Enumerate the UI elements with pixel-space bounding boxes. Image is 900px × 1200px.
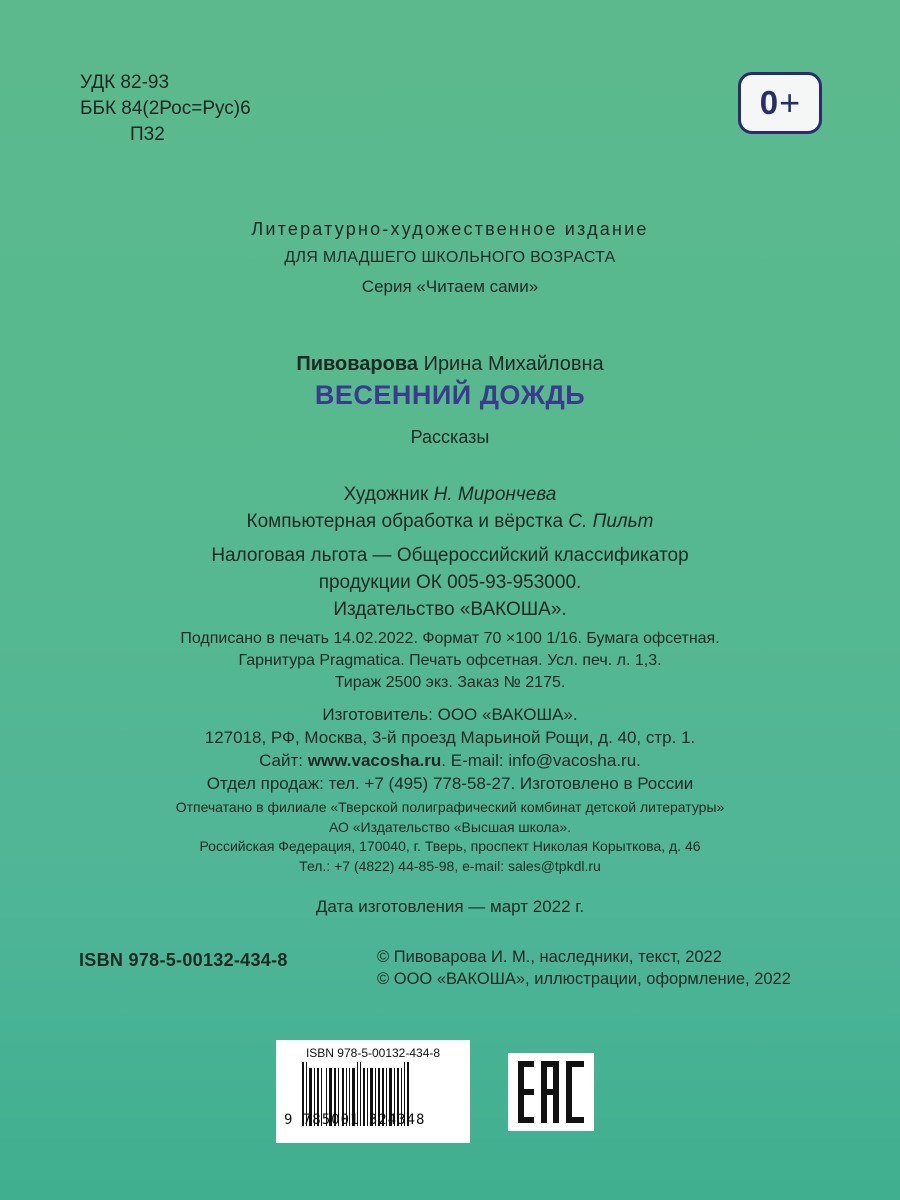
tax-line: продукции ОК 005-93-953000. xyxy=(318,572,582,593)
print-info-line: Тираж 2500 экз. Заказ № 2175. xyxy=(334,674,566,691)
barcode-digits: 9 785001 324348 xyxy=(284,1112,426,1128)
printer-info xyxy=(0,798,900,876)
copyright-line: © ООО «ВАКОША», иллюстрации, оформление, 2022 xyxy=(377,970,791,988)
book-genre: Рассказы xyxy=(410,427,490,447)
manufacture-date: Дата изготовления — март 2022 г. xyxy=(315,897,585,916)
bbk-code: ББК 84(2Рос=Рус)6 xyxy=(80,98,251,119)
udk-code: УДК 82-93 xyxy=(80,72,170,93)
isbn-number: ISBN 978-5-00132-434-8 xyxy=(79,950,288,970)
print-info-line: Гарнитура Pragmatica. Печать офсетная. Усл. печ. л. 1,3. xyxy=(238,652,662,669)
edition-audience: ДЛЯ МЛАДШЕГО ШКОЛЬНОГО ВОЗРАСТА xyxy=(284,249,616,266)
layout-name: С. Пильт xyxy=(568,511,654,532)
eac-conformity-icon xyxy=(518,1061,584,1123)
manufacturer-line: Изготовитель: ООО «ВАКОША». xyxy=(322,705,578,724)
age-rating-plus: + xyxy=(779,82,801,123)
age-rating-badge xyxy=(738,72,822,134)
print-info xyxy=(0,628,900,694)
printer-line: Отпечатано в филиале «Тверской полиграфический комбинат детской литературы» xyxy=(175,799,725,815)
author-mark: П32 xyxy=(130,124,165,145)
book-title: ВЕСЕННИЙ ДОЖДЬ xyxy=(314,380,586,410)
publisher-line: Издательство «ВАКОША». xyxy=(333,599,567,620)
sales-line: Отдел продаж: тел. +7 (495) 778-58-27. Изготовлено в России xyxy=(206,774,694,793)
email-text: . E-mail: info@vacosha.ru. xyxy=(441,751,641,770)
author-given-name: Ирина Михайловна xyxy=(423,353,604,375)
tax-info xyxy=(0,542,900,623)
manufacturer-info xyxy=(0,703,900,795)
layout-credit: Компьютерная обработка и вёрстка С. Пильт xyxy=(246,511,654,532)
copyright-info xyxy=(377,946,791,990)
manufacturer-contacts: Сайт: www.vacosha.ru. E-mail: info@vacosha.ru. xyxy=(259,751,641,770)
barcode-isbn-label: ISBN 978-5-00132-434-8 xyxy=(305,1046,441,1060)
printer-line: АО «Издательство «Высшая школа». xyxy=(328,818,572,835)
age-rating-value: 0 xyxy=(759,84,779,121)
tax-line: Налоговая льгота — Общероссийский классификатор xyxy=(211,545,689,566)
artist-name: Н. Мирончева xyxy=(433,484,557,505)
classification-codes xyxy=(80,70,251,148)
eac-mark xyxy=(508,1053,594,1131)
copyright-line: © Пивоварова И. М., наследники, текст, 2022 xyxy=(377,948,722,966)
author-surname: Пивоварова xyxy=(296,353,418,375)
credits xyxy=(0,481,900,535)
edition-type: Литературно-художественное издание xyxy=(251,219,649,239)
printer-contacts: Тел.: +7 (4822) 44-85-98, e-mail: sales@tpkdl.ru xyxy=(299,857,601,874)
manufacturer-address: 127018, РФ, Москва, 3-й проезд Марьиной Рощи, д. 40, стр. 1. xyxy=(204,728,696,747)
print-info-line: Подписано в печать 14.02.2022. Формат 70 ×100 1/16. Бумага офсетная. xyxy=(180,630,720,647)
website-link: www.vacosha.ru xyxy=(307,751,442,770)
isbn-barcode xyxy=(276,1040,470,1143)
printer-address: Российская Федерация, 170040, г. Тверь, проспект Николая Корыткова, д. 46 xyxy=(199,838,701,854)
artist-credit: Художник Н. Мирончева xyxy=(343,484,557,505)
author-line xyxy=(0,353,900,376)
edition-series: Серия «Читаем сами» xyxy=(361,277,539,296)
